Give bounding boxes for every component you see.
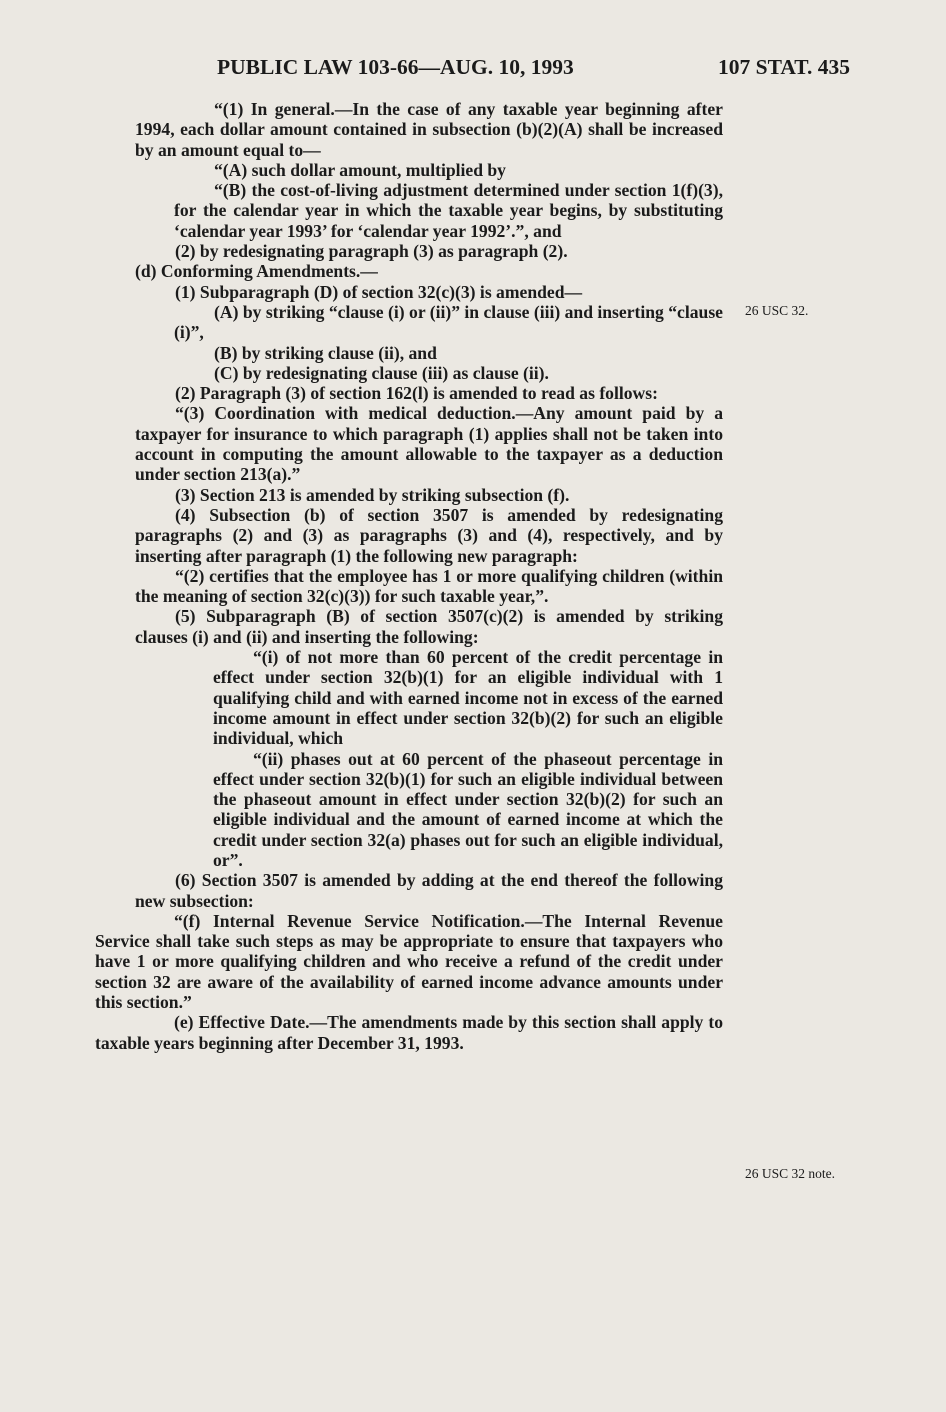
paragraph: (5) Subparagraph (B) of section 3507(c)(2) is amended by striking clauses (i) and (ii) and inserting the following: [135,606,723,647]
paragraph: (2) by redesignating paragraph (3) as paragraph (2). [175,241,568,262]
paragraph: “(ii) phases out at 60 percent of the phaseout percentage in effect under section 32(b)(1) for such an eligible individual between the phaseout amount in effect under section 32(b)(2) for such an eligible individual and the amount of earned income at which the credit under section 32(a) phases out for such an eligible individual, or”. [213,748,723,870]
margin-citation: 26 USC 32. [745,303,809,318]
paragraph: “(i) of not more than 60 percent of the credit percentage in effect under section 32(b)(1) for an eligible individual with 1 qualifying child and with earned income not in excess of the earned income amount in effect under section 32(b)(2) for such an eligible individual, which [213,647,723,749]
paragraph: “(A) such dollar amount, multiplied by [214,159,506,180]
page-header-title: PUBLIC LAW 103-66—AUG. 10, 1993 [217,55,574,79]
paragraph: (e) Effective Date.—The amendments made by this section shall apply to taxable years beginning after December 31, 1993. [95,1012,723,1053]
page-header-stat-number: 107 STAT. 435 [718,55,851,79]
paragraph: “(1) In general.—In the case of any taxable year beginning after 1994, each dollar amount contained in subsection (b)(2)(A) shall be increased by an amount equal to— [135,99,723,160]
paragraph: (A) by striking “clause (i) or (ii)” in clause (iii) and inserting “clause (i)”, [174,301,723,343]
paragraph: (2) Paragraph (3) of section 162(l) is amended to read as follows: [175,383,658,404]
paragraph: “(2) certifies that the employee has 1 or more qualifying children (within the meaning of section 32(c)(3)) for such taxable year,”. [135,565,723,607]
paragraph: (d) Conforming Amendments.— [135,261,378,282]
statute-text [95,99,723,1053]
paragraph: (1) Subparagraph (D) of section 32(c)(3) is amended— [175,281,583,302]
margin-citation: 26 USC 32 note. [745,1166,836,1181]
paragraph: “(3) Coordination with medical deduction.—Any amount paid by a taxpayer for insurance to which paragraph (1) applies shall not be taken into account in computing the amount allowable to the taxpayer as a deduction under section 213(a).” [135,403,723,485]
paragraph: (B) by striking clause (ii), and [214,342,437,363]
paragraph: (3) Section 213 is amended by striking subsection (f). [175,484,570,505]
paragraph: (6) Section 3507 is amended by adding at the end thereof the following new subsection: [135,870,723,911]
paragraph: (C) by redesignating clause (iii) as clause (ii). [214,362,549,383]
paragraph: (4) Subsection (b) of section 3507 is amended by redesignating paragraphs (2) and (3) as paragraphs (3) and (4), respectively, and by inserting after paragraph (1) the following new paragraph: [135,504,723,566]
paragraph: “(B) the cost-of-living adjustment determined under section 1(f)(3), for the calendar year in which the taxable year begins, by substituting ‘calendar year 1993’ for ‘calendar year 1992’.”, and [174,180,723,241]
paragraph: “(f) Internal Revenue Service Notification.—The Internal Revenue Service shall take such steps as may be appropriate to ensure that taxpayers who have 1 or more qualifying children and who receive a refund of the credit under section 32 are aware of the availability of earned income advance amounts under this section.” [95,910,723,1013]
